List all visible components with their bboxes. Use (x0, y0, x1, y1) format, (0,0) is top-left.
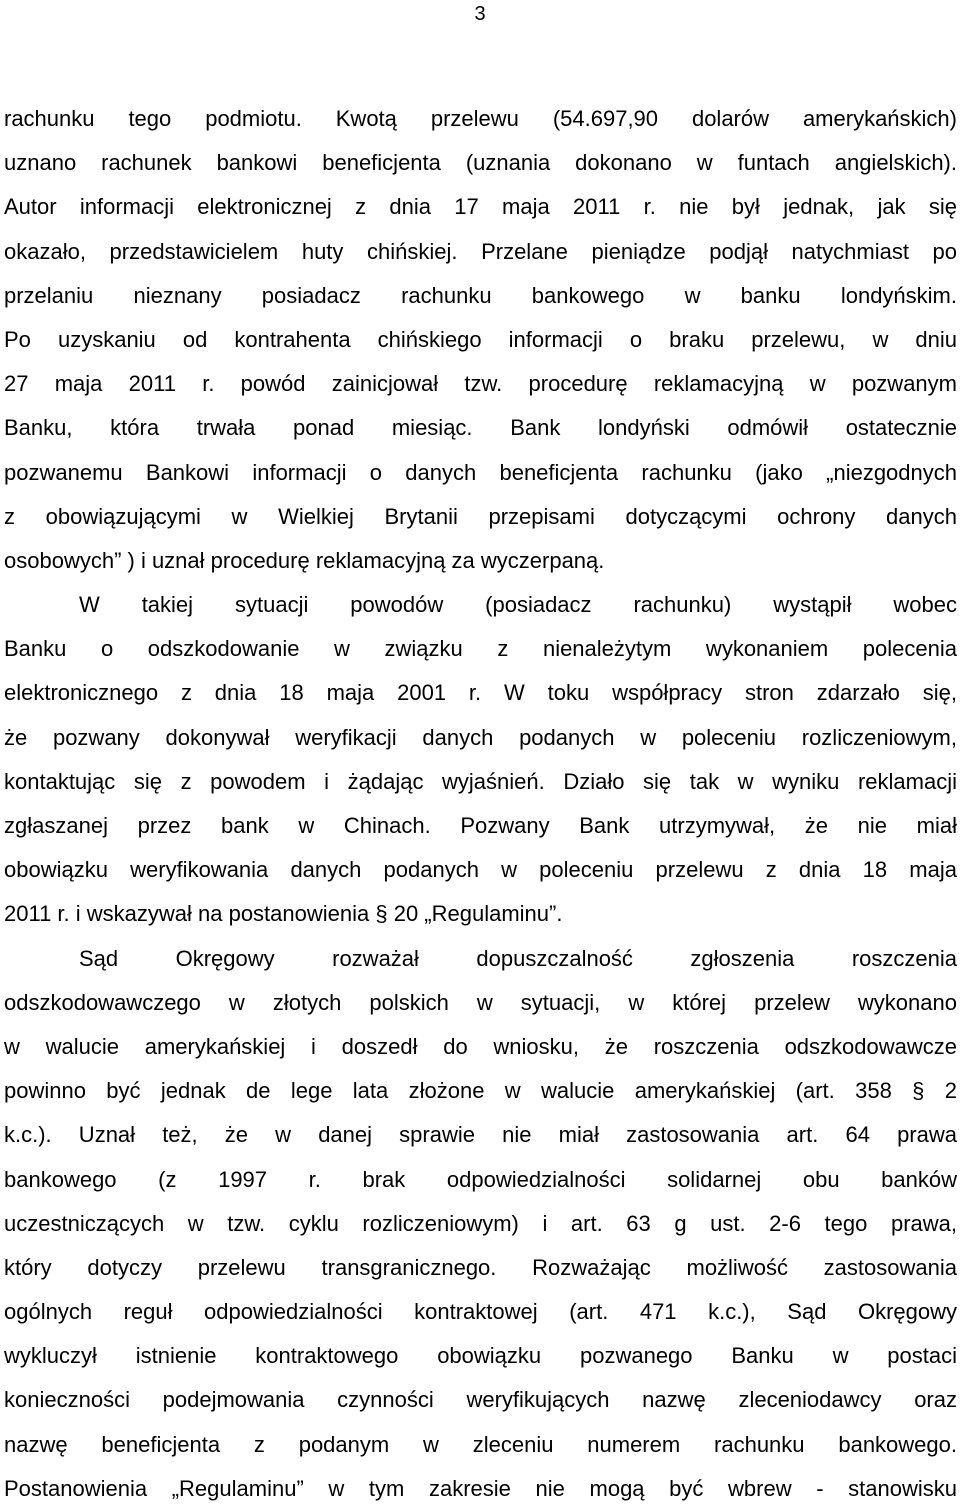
text-line: Sąd Okręgowy rozważał dopuszczalność zgłoszenia roszczenia (79, 945, 957, 971)
text-line: kontaktując się z powodem i żądając wyjaśnień. Działo się tak w wyniku reklamacji (4, 768, 957, 794)
text-line: obowiązku weryfikowania danych podanych w poleceniu przelewu z dnia 18 maja (4, 857, 957, 883)
text-line: odszkodowawczego w złotych polskich w sytuacji, w której przelew wykonano (4, 989, 957, 1015)
text-line: który dotyczy przelewu transgranicznego. Rozważając możliwość zastosowania (4, 1254, 957, 1280)
text-line: Po uzyskaniu od kontrahenta chińskiego informacji o braku przelewu, w dniu (4, 326, 957, 352)
text-line: W takiej sytuacji powodów (posiadacz rachunku) wystąpił wobec (79, 592, 957, 618)
document-body (4, 97, 957, 1511)
text-line: powinno być jednak de lege lata złożone w walucie amerykańskiej (art. 358 § 2 (4, 1078, 957, 1104)
text-line: w walucie amerykańskiej i doszedł do wniosku, że roszczenia odszkodowawcze (4, 1033, 957, 1059)
text-line: Postanowienia „Regulaminu” w tym zakresie nie mogą być wbrew - stanowisku (4, 1475, 957, 1501)
text-line: pozwanemu Bankowi informacji o danych beneficjenta rachunku (jako „niezgodnych (4, 459, 957, 485)
text-line: uznano rachunek bankowi beneficjenta (uznania dokonano w funtach angielskich). (4, 150, 957, 176)
text-line: z obowiązującymi w Wielkiej Brytanii przepisami dotyczącymi ochrony danych (4, 503, 957, 529)
text-line: że pozwany dokonywał weryfikacji danych podanych w poleceniu rozliczeniowym, (4, 724, 957, 750)
text-line: zgłaszanej przez bank w Chinach. Pozwany Bank utrzymywał, że nie miał (4, 813, 957, 838)
text-line: Banku, która trwała ponad miesiąc. Bank londyński odmówił ostatecznie (4, 415, 957, 441)
text-line: wykluczył istnienie kontraktowego obowiązku pozwanego Banku w postaci (4, 1343, 957, 1369)
text-line: nazwę beneficjenta z podanym w zleceniu numerem rachunku bankowego. (4, 1431, 957, 1457)
text-line: 2011 r. i wskazywał na postanowienia § 20 „Regulaminu”. (4, 901, 563, 927)
text-line: bankowego (z 1997 r. brak odpowiedzialności solidarnej obu banków (4, 1166, 957, 1192)
text-line: elektronicznego z dnia 18 maja 2001 r. W toku współpracy stron zdarzało się, (4, 680, 957, 706)
text-line: 27 maja 2011 r. powód zainicjował tzw. procedurę reklamacyjną w pozwanym (4, 371, 957, 397)
text-line: uczestniczących w tzw. cyklu rozliczeniowym) i art. 63 g ust. 2-6 tego prawa, (4, 1210, 957, 1236)
text-line: przelaniu nieznany posiadacz rachunku bankowego w banku londyńskim. (4, 282, 957, 308)
text-line: ogólnych reguł odpowiedzialności kontraktowej (art. 471 k.c.), Sąd Okręgowy (4, 1299, 957, 1325)
text-line: okazało, przedstawicielem huty chińskiej. Przelane pieniądze podjął natychmiast po (4, 238, 957, 264)
text-line: k.c.). Uznał też, że w danej sprawie nie miał zastosowania art. 64 prawa (4, 1122, 957, 1148)
text-line: Banku o odszkodowanie w związku z nienależytym wykonaniem polecenia (4, 636, 957, 662)
page-number: 3 (474, 3, 486, 25)
text-line: osobowych” ) i uznał procedurę reklamacyjną za wyczerpaną. (4, 547, 605, 573)
text-line: Autor informacji elektronicznej z dnia 17 maja 2011 r. nie był jednak, jak się (4, 194, 957, 220)
text-line: konieczności podejmowania czynności weryfikujących nazwę zleceniodawcy oraz (4, 1387, 957, 1413)
text-line: rachunku tego podmiotu. Kwotą przelewu (54.697,90 dolarów amerykańskich) (4, 106, 957, 131)
